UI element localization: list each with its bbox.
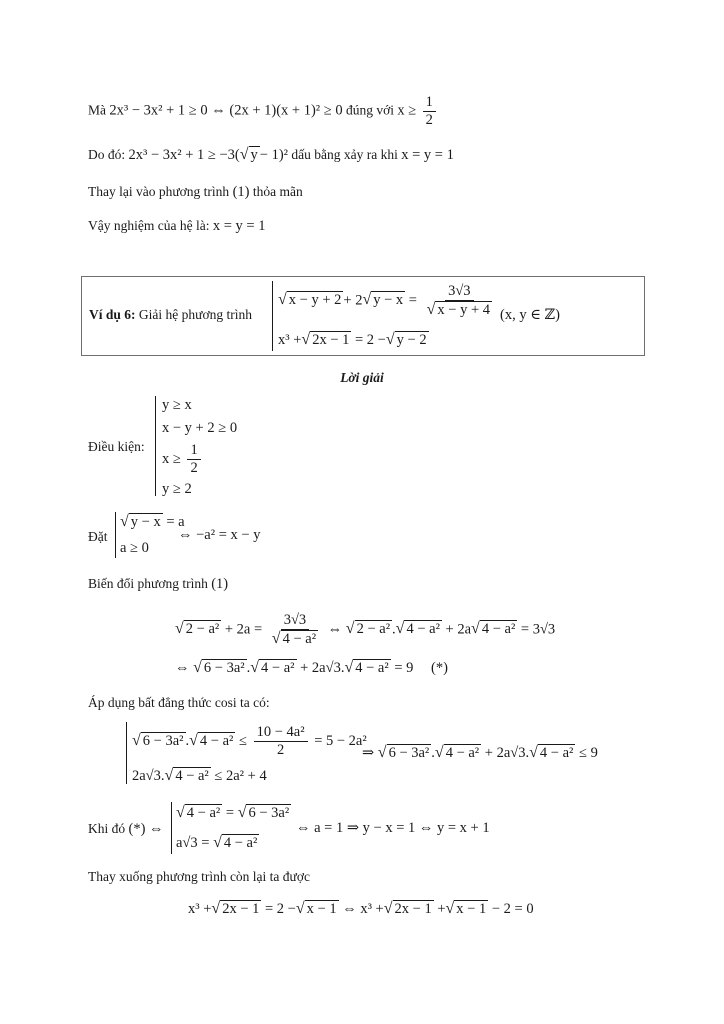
f-e: − 2 = 0 — [491, 901, 534, 917]
c1-rest: = 5 − 2a² — [314, 732, 367, 749]
sqrt-content: y − x — [130, 514, 161, 530]
e2-c: = 9 — [394, 660, 414, 676]
sqrt-content: 4 − a² — [186, 805, 221, 821]
example-box — [81, 276, 645, 356]
system-eq2 — [278, 331, 429, 349]
e2-star: (*) — [431, 660, 448, 676]
dat1-rest: = a — [166, 514, 185, 530]
text-thay-lai: Thay lại vào phương trình — [88, 184, 230, 199]
text-thay-xuong: Thay xuống phương trình còn lại ta được — [88, 869, 310, 884]
equation-e2 — [175, 659, 448, 677]
dat-label: Đặt — [88, 529, 108, 544]
sqrt-content: y — [250, 147, 258, 163]
f-d: + — [437, 901, 446, 917]
frac-num: 3√3 — [281, 612, 309, 630]
sqrt-content: 4 − a² — [406, 621, 440, 638]
sqrt-content: 4 − a² — [355, 660, 389, 676]
fraction-c1 — [254, 724, 308, 759]
sqrt-e2-c: √ 4 − a² — [344, 659, 389, 676]
sqrt-f-d: √ x − 1 — [445, 900, 487, 917]
dk-2: x − y + 2 ≥ 0 — [162, 420, 238, 436]
dk-1: y ≥ x — [162, 397, 192, 413]
khi-do-result: ⇔ a = 1 ⇒ y − x = 1 ⇔ y = x + 1 — [296, 820, 490, 836]
cosi-1 — [132, 724, 367, 759]
k2-a: a√3 = — [176, 835, 210, 851]
sqrt-content: 6 − 3a² — [142, 732, 184, 749]
equation-e1 — [175, 612, 555, 648]
fraction-eq1 — [424, 283, 495, 319]
math-part-b: − 1)² — [259, 147, 289, 163]
e1-a: + 2a = — [224, 621, 263, 638]
text-ma: Mà — [88, 102, 106, 118]
khi-do-1 — [176, 804, 291, 822]
sqrt-c1-b: √ 4 − a² — [189, 731, 234, 749]
text-thoa-man: thỏa mãn — [252, 184, 303, 199]
sqrt-content: x − y + 2 — [288, 292, 342, 309]
example-text: Giải hệ phương trình — [138, 307, 252, 322]
frac-num: 1 — [423, 94, 436, 112]
system-eq1 — [278, 283, 498, 319]
sqrt-content: 2x − 1 — [222, 901, 260, 917]
eq2-a: x³ + — [278, 332, 302, 348]
frac-num: 1 — [187, 442, 200, 460]
math-equality: x = y = 1 — [401, 147, 454, 163]
sqrt-e1-c: √ 4 − a² — [395, 620, 440, 638]
fraction-e1 — [269, 612, 321, 648]
sqrt-e1-a: √ 2 − a² — [175, 620, 220, 638]
c1-dot: . — [185, 732, 190, 749]
line-bien-doi — [88, 575, 228, 593]
text-vay-nghiem: Vậy nghiệm của hệ là: — [88, 218, 210, 233]
sqrt-content: 4 − a² — [539, 745, 574, 761]
sqrt-e1-den: √ 4 − a² — [271, 630, 317, 647]
sqrt-eq2-a: √ 2x − 1 — [301, 331, 350, 348]
line-do-do — [88, 146, 454, 164]
line-ma — [88, 94, 439, 129]
sqrt-content: 6 − 3a² — [248, 805, 290, 821]
dat-2: a ≥ 0 — [120, 540, 149, 556]
final-equation — [188, 900, 534, 918]
text-ap-dung: Áp dụng bất đẳng thức cosi ta có: — [88, 695, 270, 710]
text-khi-do: Khi đó — [88, 821, 126, 836]
sqrt-content: 2x − 1 — [394, 901, 432, 917]
khi-do-ref: (*) ⇔ — [128, 821, 164, 837]
frac-num: 10 − 4a² — [254, 724, 308, 742]
dk-4: y ≥ 2 — [162, 481, 192, 497]
f-b: = 2 − — [265, 901, 296, 917]
sqrt-content: x − 1 — [306, 901, 337, 917]
c1-le: ≤ — [239, 732, 247, 749]
eq2-mid: = 2 − — [355, 332, 386, 348]
sqrt-k2: √ 4 − a² — [213, 834, 258, 851]
e2-dot: . — [246, 660, 251, 676]
sqrt-e2-a: √ 6 − 3a² — [193, 659, 245, 676]
dk3-text: x ≥ — [162, 450, 181, 467]
line-vay-nghiem — [88, 217, 265, 235]
f-c: ⇔ x³ + — [342, 901, 384, 917]
dk-3 — [162, 442, 204, 477]
sqrt-c2: √ 4 − a² — [164, 767, 209, 784]
c2-rest: ≤ 2a² + 4 — [214, 768, 267, 784]
text-dau-bang: dấu bằng xảy ra khi — [291, 147, 398, 162]
domain-condition: (x, y ∈ ℤ) — [500, 307, 560, 323]
math-answer: x = y = 1 — [212, 218, 266, 234]
cosi-2 — [132, 767, 267, 785]
sqrt-cr-a: √ 6 − 3a² — [377, 744, 430, 761]
sqrt-content: x − y + 4 — [437, 302, 490, 318]
cosi-result — [362, 744, 598, 762]
line-khi-do — [88, 820, 164, 838]
sqrt-e1-d: √ 4 − a² — [471, 620, 516, 638]
cr-b: + 2a√3. — [484, 745, 530, 761]
frac-den: 2 — [425, 112, 433, 128]
sqrt-cr-b: √ 4 − a² — [434, 744, 480, 761]
c2-a: 2a√3. — [132, 768, 165, 784]
fraction-half — [423, 94, 436, 129]
math-cond: x ≥ — [397, 102, 417, 119]
dat-brace — [115, 512, 116, 558]
dat-1 — [120, 513, 185, 531]
sqrt-content: x − 1 — [456, 901, 487, 917]
text-do-do: Do đó: — [88, 147, 126, 162]
example-label: Ví dụ 6: — [89, 307, 136, 322]
sqrt-content: 4 − a² — [223, 835, 258, 851]
line-thay-lai — [88, 183, 303, 201]
sqrt-eq2-b: √ y − 2 — [385, 331, 427, 348]
text-bien-doi: Biến đổi phương trình — [88, 576, 208, 591]
cr-a: ⇒ — [362, 745, 375, 761]
e1-c: + 2a — [445, 621, 472, 638]
e2-a: ⇔ — [175, 660, 190, 676]
sqrt-e1-b: √ 2 − a² — [345, 620, 391, 638]
sqrt-y: √ y — [239, 146, 258, 163]
sqrt-content: 4 − a² — [282, 631, 317, 647]
dieu-kien-label: Điều kiện: — [88, 439, 145, 454]
sqrt-content: 2 − a² — [356, 621, 391, 638]
cr-c: ≤ 9 — [578, 745, 598, 761]
sqrt-c1-a: √ 6 − 3a² — [132, 731, 184, 749]
ref-1b: (1) — [211, 576, 229, 592]
ref-1: (1) — [232, 184, 250, 200]
sqrt-eq1-b: √ y − x — [362, 291, 404, 309]
cosi-brace — [126, 722, 127, 784]
example-label-row — [89, 307, 252, 323]
e1-d: = 3√3 — [520, 621, 556, 638]
dat-result: ⇔ −a² = x − y — [178, 527, 261, 543]
sqrt-eq1-den: √ x − y + 4 — [426, 301, 490, 318]
sqrt-content: 6 − 3a² — [388, 745, 430, 761]
eq1-mid: + 2 — [343, 292, 363, 309]
sqrt-e2-b: √ 4 − a² — [250, 659, 295, 676]
sqrt-f-c: √ 2x − 1 — [383, 900, 432, 917]
fraction-dk3 — [187, 442, 200, 477]
sqrt-f-a: √ 2x − 1 — [211, 900, 260, 917]
sqrt-content: 4 − a² — [481, 621, 516, 638]
frac-num: 3√3 — [445, 283, 473, 301]
khi-do-brace — [171, 802, 172, 854]
frac-den: 2 — [190, 460, 198, 476]
sqrt-content: 6 − 3a² — [203, 660, 245, 676]
dk-brace — [155, 396, 156, 496]
math-inequality: 2x³ − 3x² + 1 ≥ 0 ⇔ (2x + 1)(x + 1)² ≥ 0 — [109, 102, 343, 119]
sqrt-f-b: √ x − 1 — [295, 900, 337, 917]
sqrt-content: 2 − a² — [185, 621, 220, 638]
math-part-a: 2x³ − 3x² + 1 ≥ −3( — [128, 147, 240, 163]
sqrt-k1-b: √ 6 − 3a² — [237, 804, 290, 821]
system-brace — [272, 281, 273, 351]
frac-den: 2 — [276, 742, 285, 758]
e1-b: ⇔ — [327, 621, 343, 638]
text-dung-voi: đúng với — [345, 102, 394, 118]
sqrt-content: y − 2 — [396, 332, 427, 348]
cr-dot: . — [431, 745, 435, 761]
sqrt-content: 4 − a² — [445, 745, 480, 761]
khi-do-2 — [176, 834, 259, 852]
sqrt-eq1-a: √ x − y + 2 — [278, 291, 342, 309]
sqrt-cr-c: √ 4 − a² — [529, 744, 574, 761]
sqrt-k1-a: √ 4 − a² — [176, 804, 221, 821]
eq1-eq: = — [408, 292, 417, 309]
sqrt-content: y − x — [373, 292, 404, 309]
solution-title: Lời giải — [340, 370, 384, 385]
sqrt-content: 4 − a² — [261, 660, 295, 676]
e1-dot: . — [392, 621, 396, 638]
f-a: x³ + — [188, 901, 212, 917]
sqrt-content: 4 − a² — [175, 768, 209, 784]
sqrt-content: 2x − 1 — [312, 332, 350, 348]
sqrt-content: 4 − a² — [199, 732, 234, 749]
e2-b: + 2a√3. — [300, 660, 345, 676]
k1-eq: = — [225, 805, 235, 821]
sqrt-dat: √ y − x — [120, 513, 161, 530]
